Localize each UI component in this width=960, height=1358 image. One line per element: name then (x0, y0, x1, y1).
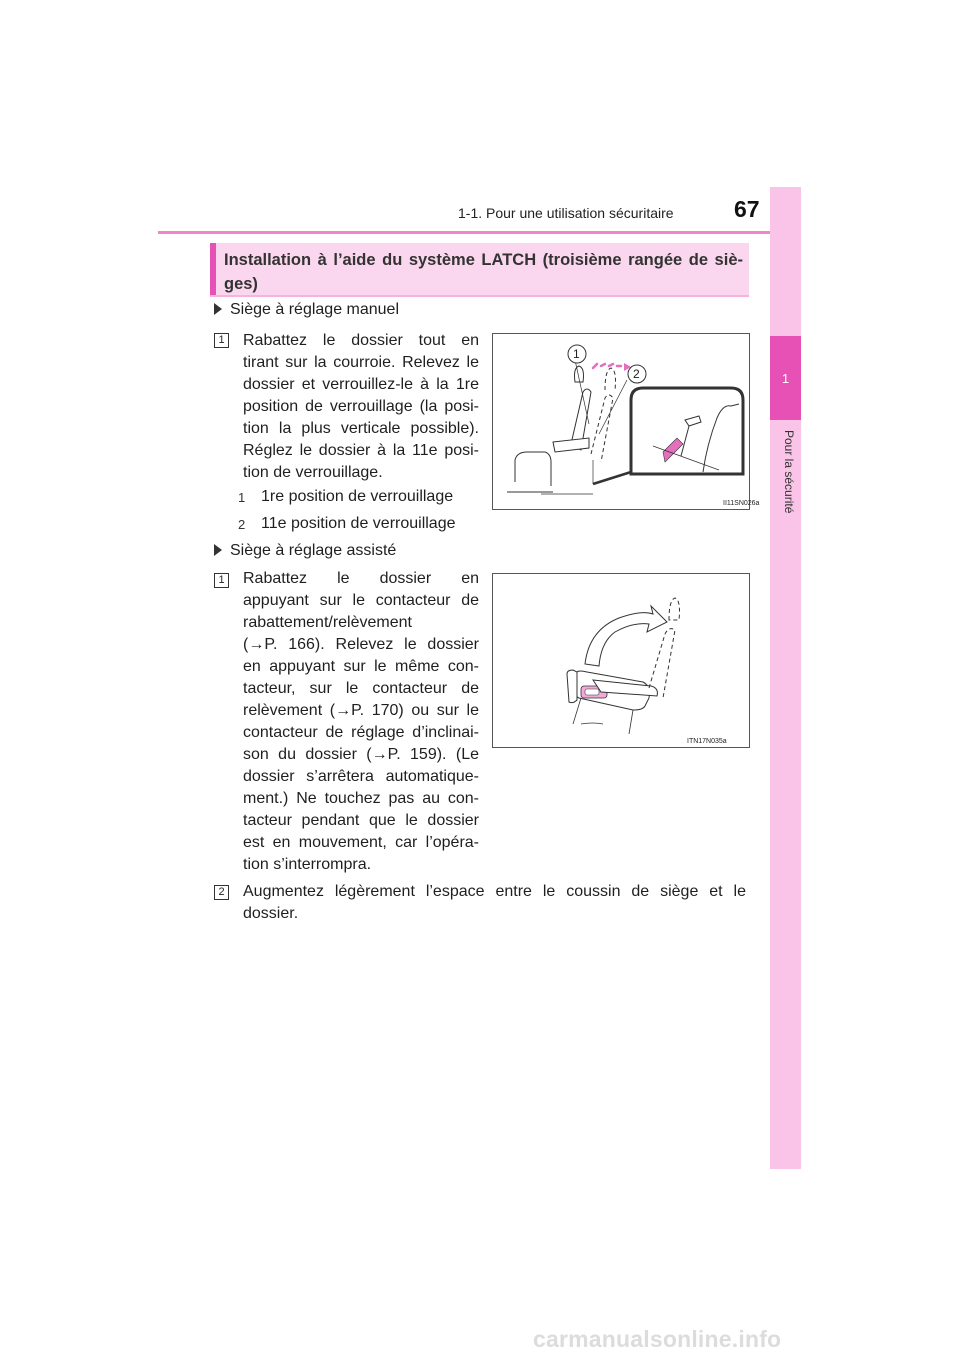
subheading-manual: Siège à réglage manuel (214, 299, 399, 321)
power-step1-text (243, 568, 479, 876)
chapter-number-tab: 1 (770, 336, 801, 420)
text-line: relèvement (→P. 170) ou sur le (243, 702, 479, 719)
text-line: dossier s’arrêtera automatique- (243, 768, 479, 785)
step-number-badge: 1 (214, 333, 229, 348)
figure-code: II11SN026a (723, 500, 760, 507)
footer-watermark: carmanualsonline.info (533, 1326, 782, 1352)
note-2-text: 11e position de verrouillage (261, 515, 456, 532)
chapter-side-tab (770, 187, 801, 1169)
chapter-label: Pour la sécurité (782, 430, 796, 514)
text-line: Rabattez le dossier tout en (243, 332, 479, 349)
running-header-section: 1-1. Pour une utilisation sécuritaire (458, 205, 674, 221)
triangle-bullet-icon (214, 303, 222, 315)
note-1-text: 1re position de verrouillage (261, 488, 454, 505)
page-number: 67 (734, 196, 760, 222)
callout-number-1: 1 (238, 490, 246, 505)
text-line: dossier. (243, 905, 299, 922)
section-heading: Installation à l’aide du système LATCH (troisième rangée de sièges) (224, 251, 743, 293)
text-line: tion la plus verticale possible). (243, 420, 479, 437)
subheading-power: Siège à réglage assisté (214, 540, 396, 562)
text-line: tion s’interrompra. (243, 856, 372, 873)
text-line: Réglez le dossier à la 11e posi- (243, 442, 479, 459)
figure-callout-2: 2 (633, 367, 640, 381)
text-line: son du dossier (→P. 159). (Le (243, 746, 479, 763)
text-line: en appuyant sur le même con- (243, 658, 479, 675)
manual-seat-illustration (493, 334, 760, 509)
text-line: ment.) Ne touchez pas au con- (243, 790, 479, 807)
power-seat-illustration (493, 574, 749, 747)
text-line: tirant sur la courroie. Relevez le (243, 354, 479, 371)
step2-text (243, 881, 746, 925)
text-line: position de verrouillage (la posi- (243, 398, 479, 415)
text-line: Rabattez le dossier en (243, 570, 479, 587)
text-line: contacteur de réglage d’inclinai- (243, 724, 479, 741)
header-rule (158, 231, 800, 234)
figure-callout-1: 1 (573, 347, 580, 361)
triangle-bullet-icon (214, 544, 222, 556)
text-line: appuyant sur le contacteur de (243, 592, 479, 609)
text-line: Augmentez légèrement l’espace entre le coussin de siège et le (243, 883, 746, 900)
text-line: rabattement/relèvement (243, 614, 412, 631)
figure-power-seat (492, 573, 750, 748)
text-line: dossier et verrouillez-le à la 1re (243, 376, 479, 393)
text-line: tacteur, sur le contacteur de (243, 680, 479, 697)
text-line: tacteur pendant que le dossier (243, 812, 479, 829)
text-line: (→P. 166). Relevez le dossier (243, 636, 479, 653)
figure-manual-seat (492, 333, 760, 510)
step-number-badge: 2 (214, 885, 229, 900)
manual-step1-text (243, 330, 479, 484)
figure-code: ITN17N035a (687, 738, 727, 745)
text-line: tion de verrouillage. (243, 464, 383, 481)
callout-number-2: 2 (238, 517, 246, 532)
text-line: est en mouvement, car l’opéra- (243, 834, 479, 851)
step-number-badge: 1 (214, 573, 229, 588)
